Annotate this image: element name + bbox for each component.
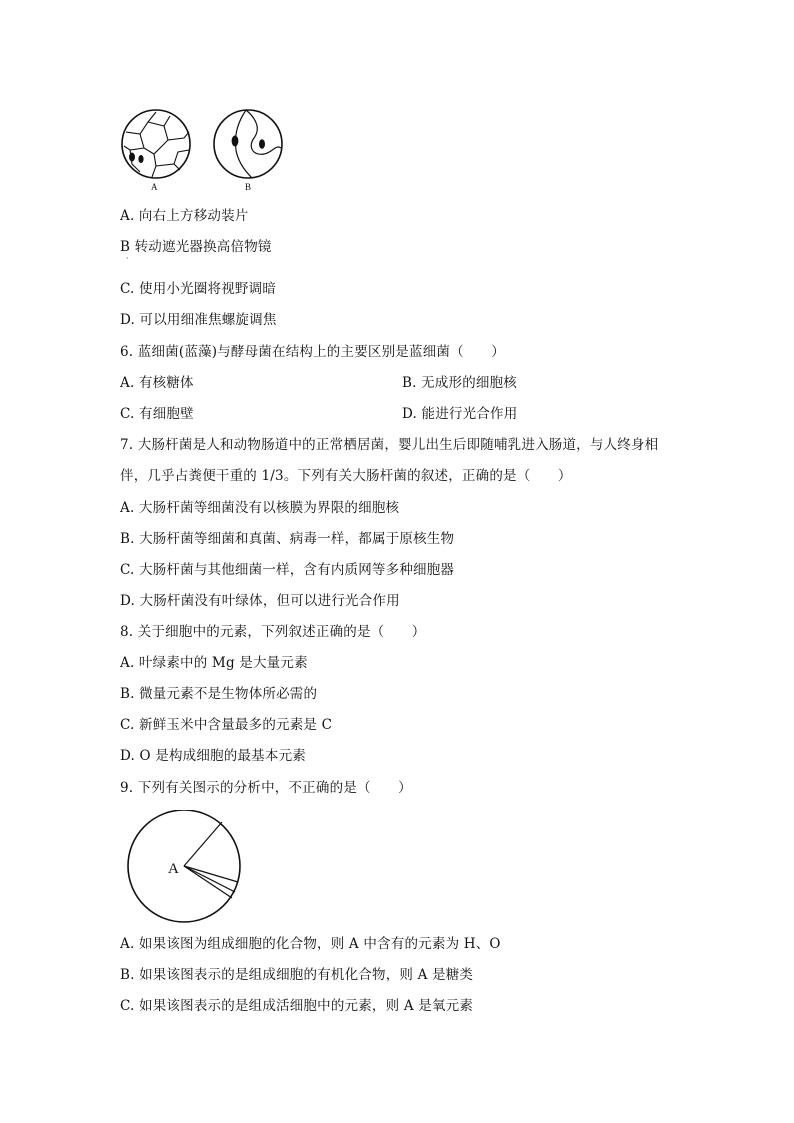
q7-option-d: D. 大肠杆菌没有叶绿体，但可以进行光合作用 — [120, 593, 400, 609]
q9-stem: 9. 下列有关图示的分析中，不正确的是（ ） — [120, 780, 412, 796]
field-a — [122, 110, 190, 178]
pie-figure — [124, 810, 246, 926]
q6-option-b: B. 无成形的细胞核 — [402, 375, 518, 391]
q7-option-b: B. 大肠杆菌等细菌和真菌、病毒一样，都属于原核生物 — [120, 531, 455, 547]
q7-option-a: A. 大肠杆菌等细菌没有以核膜为界限的细胞核 — [120, 500, 400, 516]
q8-option-b: B. 微量元素不是生物体所必需的 — [120, 686, 318, 702]
q8-option-c: C. 新鲜玉米中含量最多的元素是 C — [120, 717, 333, 733]
q5-option-b-mark: · — [126, 254, 129, 263]
q9-option-b: B. 如果该图表示的是组成细胞的有机化合物，则 A 是糖类 — [120, 967, 474, 983]
pie-label-a: A — [168, 861, 179, 877]
q5-option-d: D. 可以用细准焦螺旋调焦 — [120, 312, 277, 328]
field-b-label: B — [245, 182, 252, 192]
field-b — [214, 110, 282, 178]
q6-option-c: C. 有细胞壁 — [120, 406, 194, 422]
q8-option-d: D. O 是构成细胞的最基本元素 — [120, 748, 306, 764]
q5-option-a: A. 向右上方移动装片 — [120, 208, 249, 224]
q9-option-a: A. 如果该图为组成细胞的化合物，则 A 中含有的元素为 H、O — [120, 936, 501, 952]
q6-options-row2 — [120, 405, 518, 423]
q7-option-c: C. 大肠杆菌与其他细菌一样，含有内质网等多种细胞器 — [120, 562, 455, 578]
q5-option-c: C. 使用小光圈将视野调暗 — [120, 281, 277, 297]
q7-stem-line2: 伴，几乎占粪便干重的 1/3。下列有关大肠杆菌的叙述，正确的是（ ） — [120, 468, 572, 484]
microscope-figure — [118, 104, 298, 194]
q6-option-d: D. 能进行光合作用 — [402, 406, 518, 422]
q6-stem: 6. 蓝细菌(蓝藻)与酵母菌在结构上的主要区别是蓝细菌（ ） — [120, 344, 505, 360]
field-a-label: A — [151, 182, 158, 192]
q5-option-b: B 转动遮光器换高倍物镜 — [120, 239, 272, 255]
q7-stem-line1: 7. 大肠杆菌是人和动物肠道中的正常栖居菌，婴儿出生后即随哺乳进入肠道，与人终身相 — [120, 437, 659, 453]
q6-option-a: A. 有核糖体 — [120, 375, 194, 391]
q6-options-row1 — [120, 374, 518, 392]
q8-option-a: A. 叶绿素中的 Mg 是大量元素 — [120, 655, 308, 671]
q8-stem: 8. 关于细胞中的元素，下列叙述正确的是（ ） — [120, 624, 426, 640]
q9-option-c: C. 如果该图表示的是组成活细胞中的元素，则 A 是氧元素 — [120, 998, 474, 1014]
